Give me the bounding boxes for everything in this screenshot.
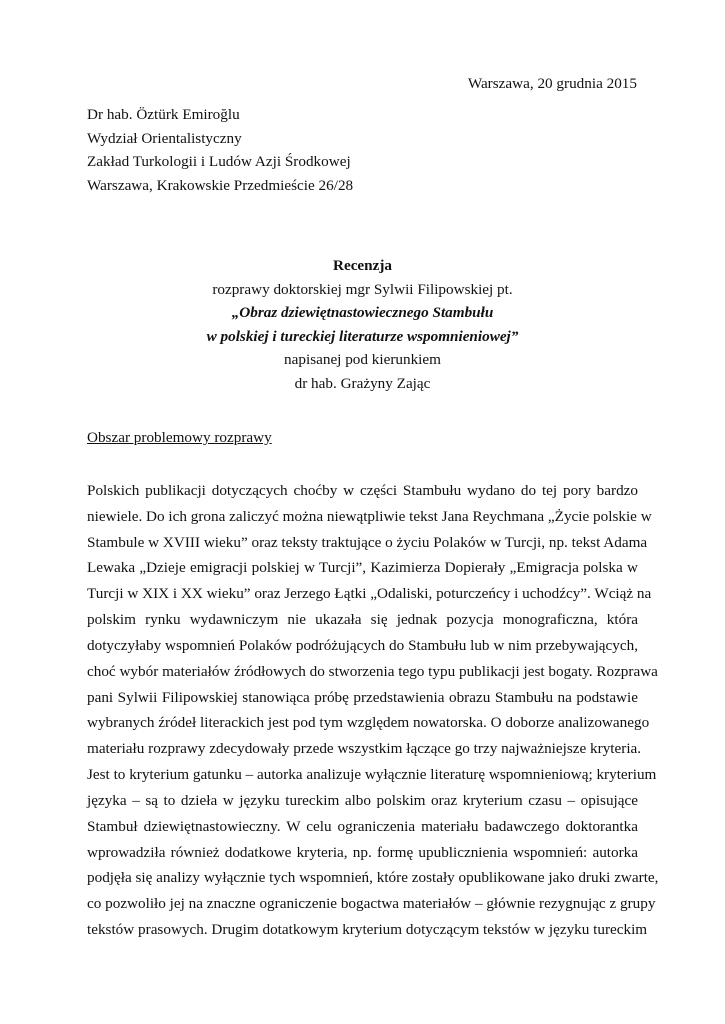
paragraph-line: co pozwoliło jej na znaczne ograniczenie bogactwa materiałów – głównie rezygnując z grupy	[87, 895, 656, 913]
paragraph-line: wybranych źródeł literackich jest pod tym względem nowatorska. O doborze analizowanego	[87, 714, 650, 732]
paragraph-line: Polskich publikacji dotyczących choćby w części Stambułu wydano do tej pory bardzo	[87, 482, 638, 499]
paragraph-line: języka – są to dzieła w języku tureckim albo polskim oraz kryterium czasu – opisujące	[87, 791, 638, 809]
supervision-line: napisanej pod kierunkiem	[284, 351, 441, 369]
paragraph-line: Lewaka „Dzieje emigracji polskiej w Turcji”, Kazimierza Dopierały „Emigracja polska w	[87, 559, 638, 577]
paragraph-line: Turcji w XIX i XX wieku” oraz Jerzego Łątki „Odaliski, poturczeńcy i uchodźcy”. Wciąż na	[87, 585, 652, 603]
recipient-address	[87, 103, 353, 197]
paragraph-line: choć wybór materiałów źródłowych do stworzenia tego typu publikacji jest bogaty. Rozprawa	[87, 662, 658, 680]
paragraph-line: niewiele. Do ich grona zaliczyć można niewątpliwie tekst Jana Reychmana „Życie polskie w	[87, 507, 652, 525]
paragraph-line: materiału rozprawy zdecydowały przede wszystkim łączące go trzy najważniejsze kryteria.	[87, 740, 642, 758]
address-line: Warszawa, Krakowskie Przedmieście 26/28	[87, 176, 354, 194]
paragraph-line: podjęła się analizy wyłącznie tych wspomnień, które zostały opublikowane jako druki zwarte,	[87, 869, 659, 887]
dissertation-title-line-2: w polskiej i tureckiej literaturze wspomnieniowej”	[206, 327, 519, 345]
section-title: Obszar problemowy rozprawy	[87, 429, 272, 446]
date-line: Warszawa, 20 grudnia 2015	[467, 75, 637, 92]
paragraph-line: Stambule w XVIII wieku” oraz teksty traktujące o życiu Polaków w Turcji, np. tekst Adama	[87, 533, 648, 551]
review-title: Recenzja	[332, 257, 393, 274]
paragraph-line: polskim rynku wydawniczym nie ukazała się jednak pozycja monograficzna, która	[87, 611, 638, 629]
supervisor-name: dr hab. Grażyny Zając	[294, 374, 431, 392]
paragraph-line: dotyczyłaby wspomnień Polaków podróżujących do Stambułu lub w nim przebywających,	[87, 636, 638, 654]
address-line: Dr hab. Öztürk Emiroğlu	[87, 106, 240, 123]
paragraph-line: tekstów prasowych. Drugim dotatkowym kryterium dotyczącym tekstów w języku tureckim	[87, 921, 648, 939]
review-heading	[87, 254, 638, 396]
paragraph-line: wprowadziła również dodatkowe kryteria, np. formę upublicznienia wspomnień: autorka	[87, 843, 638, 861]
paragraph-line: Stambuł dziewiętnastowieczny. W celu ograniczenia materiału badawczego doktorantka	[87, 817, 638, 835]
address-line: Zakład Turkologii i Ludów Azji Środkowej	[87, 153, 351, 170]
review-subtitle: rozprawy doktorskiej mgr Sylwii Filipowskiej pt.	[212, 280, 513, 298]
paragraph-line: pani Sylwii Filipowskiej stanowiąca próbę przedstawienia obrazu Stambułu na podstawie	[87, 688, 638, 706]
dissertation-title-line-1: „Obraz dziewiętnastowiecznego Stambułu	[231, 304, 494, 322]
paragraph-line: Jest to kryterium gatunku – autorka analizuje wyłącznie literaturę wspomnieniową; kryterium	[87, 766, 657, 784]
body-paragraph	[87, 478, 659, 943]
address-line: Wydział Orientalistyczny	[87, 129, 242, 147]
